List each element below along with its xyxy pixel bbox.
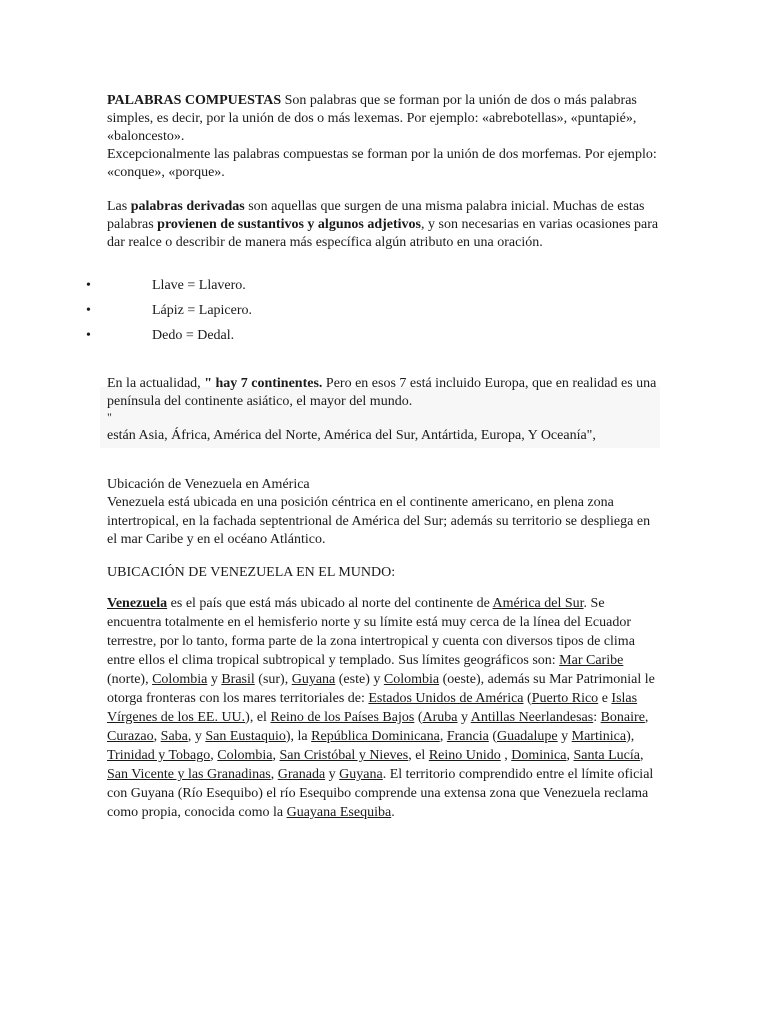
link-guadalupe[interactable]: Guadalupe	[496, 729, 558, 744]
link-san-vicente-y-las-granadinas[interactable]: San Vicente y las Granadinas	[107, 767, 271, 782]
link-colombia[interactable]: Colombia	[383, 672, 440, 687]
link-antillas-neerlandesas[interactable]: Antillas Neerlandesas	[470, 710, 594, 725]
compound-words-text: Son palabras que se forman por la unión de dos o más palabras simples, es decir, por la unión de dos o más lexemas. Por ejemplo: «abrebotellas», «puntapié», «baloncesto».	[107, 93, 637, 144]
venezuela-world-text: Venezuela es el país que está más ubicado al norte del continente de América del Sur. Se encuentra totalmente en el hemisferio norte y su límite está muy cerca de la línea del Ecuador terrestre, por lo tanto, forma parte de la zona intertropical y cuenta con diversos tipos de clima entre ellos el clima tropical subtropical y templado. Sus límites geográficos son: Mar Caribe (norte), Colombia y Brasil (sur), Guyana (este) y Colombia (oeste), además su Mar Patrimonial le otorga fronteras con los mares territoriales de: Estados Unidos de América (Puerto Rico e Islas Vírgenes de los EE. UU.), el Reino de los Países Bajos (Aruba y Antillas Neerlandesas: Bonaire, Curazao, Saba, y San Eustaquio), la República Dominicana, Francia (Guadalupe y Martinica), Trinidad y Tobago, Colombia, San Cristóbal y Nieves, el Reino Unido , Dominica, Santa Lucía, San Vicente y las Granadinas, Granada y Guyana. El territorio comprendido entre el límite oficial con Guyana (Río Esequibo) el río Esequibo comprende una extensa zona que Venezuela reclama como propia, conocida como la Guayana Esequiba.	[107, 596, 655, 820]
bullet-icon: •	[86, 303, 91, 318]
compound-words-term: PALABRAS COMPUESTAS	[107, 93, 282, 108]
continents-list: están Asia, África, América del Norte, América del Sur, Antártida, Europa, Y Oceanía",	[107, 428, 596, 443]
venezuela-world-heading-block	[107, 564, 662, 582]
venezuela-america-paragraph	[107, 476, 662, 550]
compound-words-paragraph	[107, 92, 662, 182]
link-san-cristobal-y-nieves[interactable]: San Cristóbal y Nieves	[279, 748, 409, 763]
compound-words-definition	[107, 92, 662, 146]
quote-mark: "	[107, 410, 112, 424]
bullet-icon: •	[86, 278, 91, 293]
link-america-del-sur[interactable]: América del Sur	[492, 596, 584, 611]
link-bonaire[interactable]: Bonaire	[600, 710, 645, 725]
continents-count: " hay 7 continentes.	[204, 376, 323, 391]
examples-bullet-list	[0, 276, 768, 351]
list-item	[0, 326, 768, 351]
link-guyana[interactable]: Guyana	[291, 672, 336, 687]
derived-words-term: palabras derivadas	[130, 199, 245, 214]
derived-words-text: Las palabras derivadas son aquellas que surgen de una misma palabra inicial. Muchas de estas palabras provienen de sustantivos y algunos adjetivos, y son necesarias en varias ocasiones para dar realce o describir de manera más específica algún atributo en una oración.	[107, 199, 659, 250]
link-granada[interactable]: Granada	[277, 767, 326, 782]
list-item-text: Llave = Llavero.	[152, 278, 246, 293]
link-colombia[interactable]: Colombia	[152, 672, 208, 687]
link-martinica[interactable]: Martinica	[571, 729, 627, 744]
link-brasil[interactable]: Brasil	[221, 672, 255, 687]
compound-words-exception: Excepcionalmente las palabras compuestas se forman por la unión de dos morfemas. Por ejemplo: «conque», «porque».	[107, 147, 657, 180]
link-estados-unidos[interactable]: Estados Unidos de América	[368, 691, 524, 706]
link-venezuela[interactable]: Venezuela	[107, 596, 168, 611]
venezuela-america-title: Ubicación de Venezuela en América	[107, 477, 310, 492]
continents-text: En la actualidad, " hay 7 continentes. Pero en esos 7 está incluido Europa, que en realidad es una península del continente asiático, el mayor del mundo.	[107, 376, 657, 409]
link-aruba[interactable]: Aruba	[422, 710, 458, 725]
list-item-text: Lápiz = Lapicero.	[152, 303, 253, 318]
link-curazao[interactable]: Curazao	[107, 729, 154, 744]
section-heading: UBICACIÓN DE VENEZUELA EN EL MUNDO:	[107, 565, 396, 580]
list-item-text: Dedo = Dedal.	[152, 328, 235, 343]
derived-words-paragraph	[107, 198, 662, 252]
link-trinidad-y-tobago[interactable]: Trinidad y Tobago	[107, 748, 211, 763]
link-guyana[interactable]: Guyana	[339, 767, 383, 782]
bullet-icon: •	[86, 328, 91, 343]
list-item	[0, 301, 768, 326]
link-reino-unido[interactable]: Reino Unido	[428, 748, 501, 763]
link-islas-virgenes[interactable]: Islas Vírgenes de los EE. UU.	[107, 691, 638, 725]
link-puerto-rico[interactable]: Puerto Rico	[531, 691, 599, 706]
link-santa-lucia[interactable]: Santa Lucía	[573, 748, 640, 763]
link-guayana-esequiba[interactable]: Guayana Esequiba	[286, 805, 392, 820]
link-republica-dominicana[interactable]: República Dominicana	[311, 729, 440, 744]
link-saba[interactable]: Saba	[160, 729, 188, 744]
link-paises-bajos[interactable]: Reino de los Países Bajos	[270, 710, 415, 725]
link-mar-caribe[interactable]: Mar Caribe	[559, 653, 624, 668]
link-francia[interactable]: Francia	[446, 729, 489, 744]
derived-words-source: provienen de sustantivos y algunos adjetivos	[157, 217, 421, 232]
link-dominica[interactable]: Dominica	[511, 748, 567, 763]
continents-paragraph	[107, 375, 662, 445]
link-san-eustaquio[interactable]: San Eustaquio	[205, 729, 286, 744]
venezuela-america-text: Venezuela está ubicada en una posición céntrica en el continente americano, en plena zona intertropical, en la fachada septentrional de América del Sur; además su territorio se despliega en el mar Caribe y en el océano Atlántico.	[107, 495, 651, 547]
link-colombia[interactable]: Colombia	[217, 748, 273, 763]
venezuela-world-paragraph	[107, 594, 662, 822]
list-item	[0, 276, 768, 301]
